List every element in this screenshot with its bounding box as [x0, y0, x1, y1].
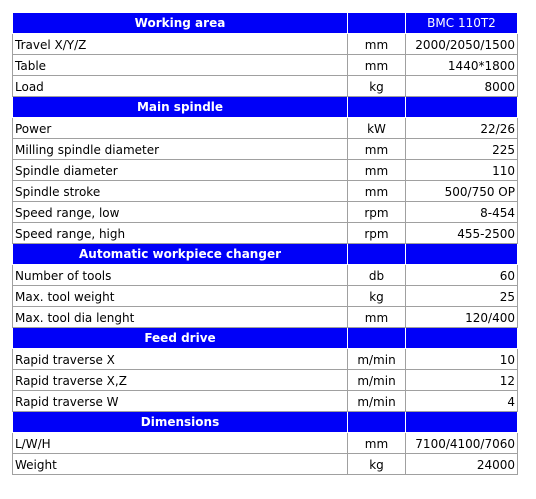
spec-value: 110	[406, 160, 518, 181]
spec-value: 225	[406, 139, 518, 160]
spec-row-load	[13, 76, 518, 97]
section-header-feed-drive	[13, 328, 518, 349]
spec-unit: mm	[348, 433, 406, 454]
spec-row-table	[13, 55, 518, 76]
section-value-spacer	[406, 244, 518, 265]
spec-label: Max. tool dia lenght	[13, 307, 348, 328]
section-header-main-spindle	[13, 97, 518, 118]
spec-value: 455-2500	[406, 223, 518, 244]
spec-value: 2000/2050/1500	[406, 34, 518, 55]
spec-label: Table	[13, 55, 348, 76]
spec-label: Spindle diameter	[13, 160, 348, 181]
spec-label: Travel X/Y/Z	[13, 34, 348, 55]
spec-value: 8000	[406, 76, 518, 97]
spec-value: 10	[406, 349, 518, 370]
spec-unit: kW	[348, 118, 406, 139]
spec-label: Max. tool weight	[13, 286, 348, 307]
spec-row-travel	[13, 34, 518, 55]
spec-row-max-tool-weight	[13, 286, 518, 307]
spec-row-spindle-diameter	[13, 160, 518, 181]
section-title: Dimensions	[13, 412, 348, 433]
spec-row-number-of-tools	[13, 265, 518, 286]
spec-unit: mm	[348, 34, 406, 55]
section-unit-spacer	[348, 244, 406, 265]
spec-unit: mm	[348, 160, 406, 181]
spec-unit: rpm	[348, 223, 406, 244]
spec-label: Spindle stroke	[13, 181, 348, 202]
section-unit-spacer	[348, 328, 406, 349]
spec-value: 25	[406, 286, 518, 307]
spec-row-rapid-traverse-w	[13, 391, 518, 412]
spec-label: L/W/H	[13, 433, 348, 454]
spec-row-max-tool-dia-length	[13, 307, 518, 328]
spec-value: 12	[406, 370, 518, 391]
section-unit-spacer	[348, 13, 406, 34]
section-value-spacer	[406, 97, 518, 118]
section-header-automatic-workpiece-changer	[13, 244, 518, 265]
spec-value: 500/750 OP	[406, 181, 518, 202]
spec-unit: mm	[348, 181, 406, 202]
spec-unit: kg	[348, 286, 406, 307]
spec-value: 22/26	[406, 118, 518, 139]
specification-table-body	[13, 13, 518, 475]
spec-row-rapid-traverse-x	[13, 349, 518, 370]
spec-label: Rapid traverse W	[13, 391, 348, 412]
spec-unit: mm	[348, 139, 406, 160]
spec-row-lwh	[13, 433, 518, 454]
section-value-spacer	[406, 412, 518, 433]
spec-row-speed-range-high	[13, 223, 518, 244]
spec-unit: kg	[348, 76, 406, 97]
machine-model: BMC 110T2	[406, 13, 518, 34]
section-unit-spacer	[348, 97, 406, 118]
spec-value: 120/400	[406, 307, 518, 328]
section-title: Automatic workpiece changer	[13, 244, 348, 265]
spec-unit: mm	[348, 55, 406, 76]
spec-row-weight	[13, 454, 518, 475]
spec-unit: m/min	[348, 391, 406, 412]
section-header-working-area	[13, 13, 518, 34]
spec-label: Speed range, low	[13, 202, 348, 223]
spec-unit: kg	[348, 454, 406, 475]
spec-row-milling-spindle-diameter	[13, 139, 518, 160]
spec-label: Rapid traverse X	[13, 349, 348, 370]
specification-table	[12, 12, 518, 475]
section-title: Feed drive	[13, 328, 348, 349]
section-title: Main spindle	[13, 97, 348, 118]
spec-row-speed-range-low	[13, 202, 518, 223]
spec-row-spindle-stroke	[13, 181, 518, 202]
spec-unit: db	[348, 265, 406, 286]
spec-label: Rapid traverse X,Z	[13, 370, 348, 391]
spec-label: Milling spindle diameter	[13, 139, 348, 160]
spec-label: Load	[13, 76, 348, 97]
spec-label: Number of tools	[13, 265, 348, 286]
spec-label: Weight	[13, 454, 348, 475]
spec-unit: mm	[348, 307, 406, 328]
section-title: Working area	[13, 13, 348, 34]
spec-row-power	[13, 118, 518, 139]
spec-label: Speed range, high	[13, 223, 348, 244]
spec-value: 1440*1800	[406, 55, 518, 76]
spec-row-rapid-traverse-xz	[13, 370, 518, 391]
section-header-dimensions	[13, 412, 518, 433]
spec-unit: rpm	[348, 202, 406, 223]
spec-unit: m/min	[348, 349, 406, 370]
spec-value: 4	[406, 391, 518, 412]
spec-value: 7100/4100/7060	[406, 433, 518, 454]
spec-value: 24000	[406, 454, 518, 475]
spec-value: 60	[406, 265, 518, 286]
section-value-spacer	[406, 328, 518, 349]
spec-label: Power	[13, 118, 348, 139]
spec-value: 8-454	[406, 202, 518, 223]
section-unit-spacer	[348, 412, 406, 433]
spec-unit: m/min	[348, 370, 406, 391]
